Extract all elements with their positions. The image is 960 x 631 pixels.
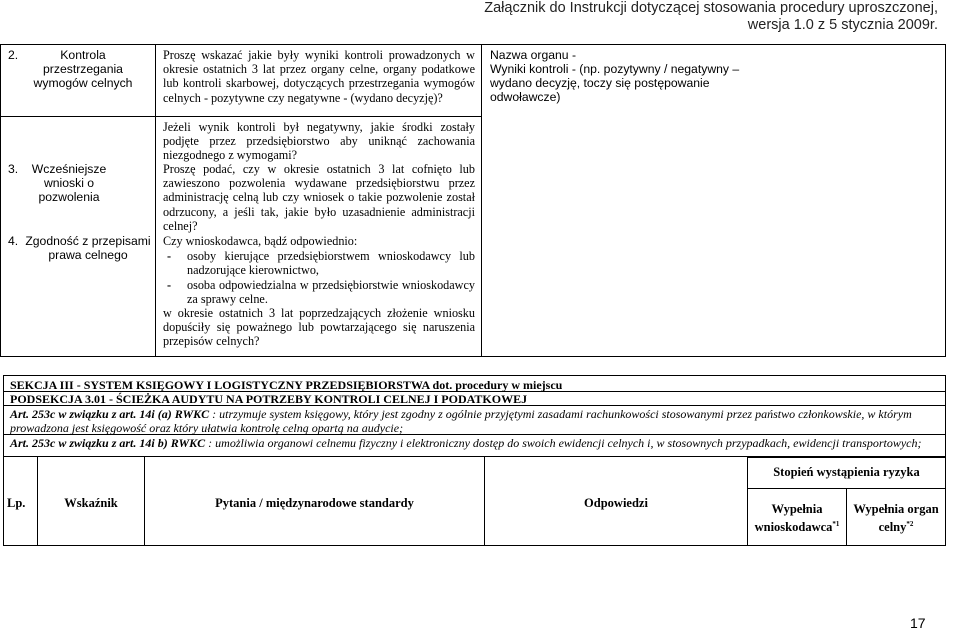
questions-header: Pytania / międzynarodowe standardy [215,496,414,510]
upper-table-bottom-border [0,356,946,357]
upper-table-col-divider-2 [481,44,482,357]
lp-header: Lp. [7,496,26,510]
upper-table-left-border [0,44,1,357]
row-4-bullet-2-dash: - [167,278,172,292]
article-2-reference: Art. 253c w związku z art. 14i b) RWKC [10,436,206,450]
row-4-bullet-1: osoby kierujące przedsiębiorstwem wnioskodawcy lub nadzorujące kierownictwo, [187,249,475,278]
organ-footnote-mark: *2 [906,520,914,528]
row2-question-divider [155,116,481,117]
row-2-title: Kontrola przestrzegania wymogów celnych [33,48,133,91]
upper-table-col-divider-1 [155,44,156,357]
upper-table-right-border [945,44,946,357]
applicant-risk-header [748,502,846,535]
row-3-title: Wcześniejsze wnioski o pozwolenia [31,162,107,205]
row-4-question-intro: Czy wnioskodawca, bądź odpowiednio: [163,234,358,248]
lower-table-left-border [3,457,4,546]
row-2-answer-organ: Nazwa organu - [490,48,577,62]
applicant-footnote-mark: *1 [832,520,840,528]
header-line-2: wersja 1.0 z 5 stycznia 2009r. [747,17,938,33]
indicator-header: Wskaźnik [64,496,118,510]
row-4-number: 4. [8,234,19,248]
applicant-risk-label: Wypełnia wnioskodawca [754,502,833,535]
article-2-text: : umożliwia organowi celnemu fizyczny i elektroniczny dostęp do swoich ewidencji celnych i, w stosownych przypadkach, ewidencji transportowych; [205,436,922,450]
section-article-2 [10,436,940,450]
row2-bottom-border [0,116,155,117]
page-number: 17 [910,615,926,631]
section-box-left [3,375,4,457]
organ-risk-header [847,502,945,535]
answers-header: Odpowiedzi [584,496,648,510]
row-2-number: 2. [8,48,19,62]
row-2-followup-question: Jeżeli wynik kontroli był negatywny, jakie środki zostały podjęte przez przedsiębiorstwo aby uniknąć zachowania niezgodnego z wymogami? [163,120,475,163]
document-header [484,0,938,34]
organ-risk-label: Wypełnia organ celny [853,502,939,535]
section-box-top [3,375,946,376]
section-box-right [945,375,946,457]
section-article-1 [10,407,940,435]
risk-header-top-border [747,457,946,458]
row-4-title: Zgodność z przepisami prawa celnego [25,234,151,263]
risk-level-header: Stopień wystąpienia ryzyka [773,465,920,479]
upper-table-top-border [0,44,946,45]
section-subtitle: PODSEKCJA 3.01 - ŚCIEŻKA AUDYTU NA POTRZEBY KONTROLI CELNEJ I PODATKOWEJ [10,392,528,406]
row-2-answer-results: Wyniki kontroli - (np. pozytywny / negatywny – wydano decyzję, toczy się postępowanie odwoławcze) [490,62,740,105]
row-4-bullet-2: osoba odpowiedzialna w przedsiębiorstwie wnioskodawcy za sprawy celne. [187,278,475,307]
row-4-bullet-1-dash: - [167,249,172,263]
article-1-text: : utrzymuje system księgowy, który jest zgodny z ogólnie przyjętymi zasadami rachunkowości stosowanymi przez państwo członkowskie, w którym prowadzona jest księgowość oraz który ułatwia kontrolę celną opartą na audycie; [10,407,912,435]
row-4-question-tail: w okresie ostatnich 3 lat poprzedzających złożenie wniosku dopuściły się poważnego lub powtarzającego się naruszenia przepisów celnych? [163,306,475,349]
header-line-1: Załącznik do Instrukcji dotyczącej stosowania procedury uproszczonej, [484,0,938,16]
row-3-question: Proszę podać, czy w okresie ostatnich 3 lat cofnięto lub zawieszono pozwolenia wydawane przedsiębiorstwu przez administrację celną lub czy wniosek o takie pozwolenie został odrzucony, a jeśli tak, jakie było uzasadnienie administracji celnej? [163,162,475,233]
row-2-question: Proszę wskazać jakie były wyniki kontroli prowadzonych w okresie ostatnich 3 lat przez organy celne, organy podatkowe lub kontroli skarbowej, dotyczących przestrzegania wymogów celnych - pozytywne czy negatywne - (wydano decyzję)? [163,48,475,105]
article-1-reference: Art. 253c w związku z art. 14i (a) RWKC [10,407,210,421]
section-title: SEKCJA III - SYSTEM KSIĘGOWY I LOGISTYCZNY PRZEDSIĘBIORSTWA dot. procedury w miejscu [10,378,563,392]
row-3-number: 3. [8,162,19,176]
